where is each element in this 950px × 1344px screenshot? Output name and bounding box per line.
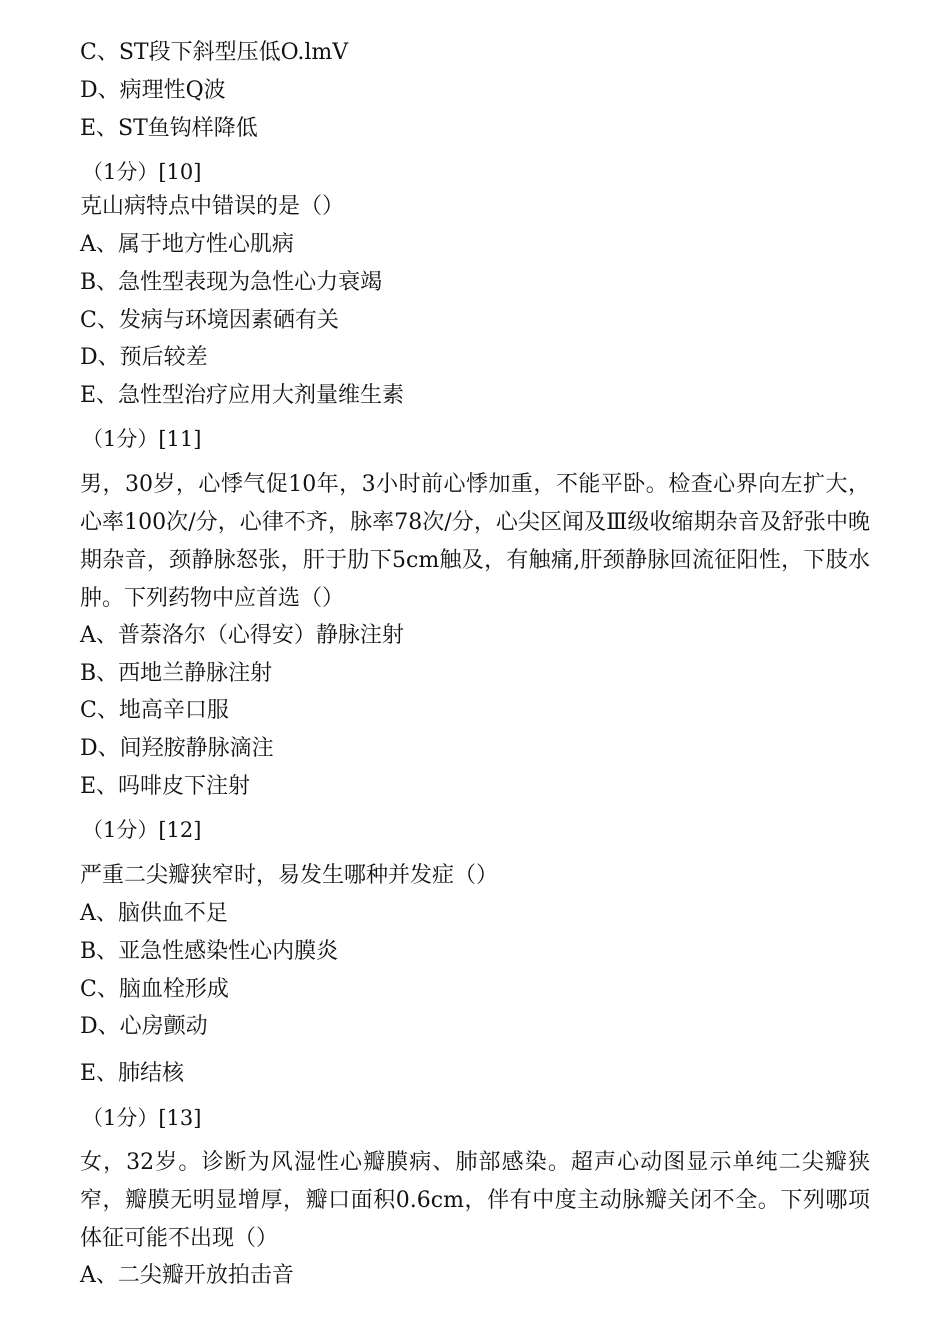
q12-option-e: E、肺结核 [80,1061,185,1086]
q10-option-c: C、发病与环境因素硒有关 [80,308,339,333]
q10-option-e: E、急性型治疗应用大剂量维生素 [80,383,405,408]
q12-option-c: C、脑血栓形成 [80,977,229,1002]
q11-option-a: A、普萘洛尔（心得安）静脉注射 [80,623,404,648]
q9-option-c: C、ST段下斜型压低O.lmV [80,40,349,65]
q11-option-e: E、吗啡皮下注射 [80,774,251,799]
q12-option-a: A、脑供血不足 [80,901,228,926]
q11-stem: 男，30岁，心悸气促10年，3小时前心悸加重，不能平卧。检查心界向左扩大，心率100次/分，心律不齐，脉率78次/分，心尖区闻及Ⅲ级收缩期杂音及舒张中晚期杂音，颈静脉怒张，肝于肋下5cm触及，有触痛,肝颈静脉回流征阳性，下肢水肿。下列药物中应首选（） [80,472,870,611]
q13-stem: 女，32岁。诊断为风湿性心瓣膜病、肺部感染。超声心动图显示单纯二尖瓣狭窄，瓣膜无明显增厚，瓣口面积0.6cm，伴有中度主动脉瓣关闭不全。下列哪项体征可能不出现（） [80,1150,870,1251]
q10-header: （1分）[10] [82,160,202,184]
q9-option-d: D、病理性Q波 [80,78,226,103]
q10-option-a: A、属于地方性心肌病 [80,232,294,257]
q11-header: （1分）[11] [82,427,202,451]
q12-option-b: B、亚急性感染性心内膜炎 [80,939,339,964]
q12-stem: 严重二尖瓣狭窄时，易发生哪种并发症（） [80,863,499,888]
q11-option-c: C、地高辛口服 [80,698,229,723]
q11-option-b: B、西地兰静脉注射 [80,661,273,686]
q10-option-d: D、预后较差 [80,345,208,370]
q13-header: （1分）[13] [82,1106,202,1130]
q13-option-a: A、二尖瓣开放拍击音 [80,1263,294,1288]
q10-option-b: B、急性型表现为急性心力衰竭 [80,270,383,295]
q9-option-e: E、ST鱼钩样降低 [80,116,258,141]
q11-option-d: D、间羟胺静脉滴注 [80,736,274,761]
q12-option-d: D、心房颤动 [80,1014,208,1039]
q10-stem: 克山病特点中错误的是（） [80,194,345,219]
q12-header: （1分）[12] [82,818,202,842]
